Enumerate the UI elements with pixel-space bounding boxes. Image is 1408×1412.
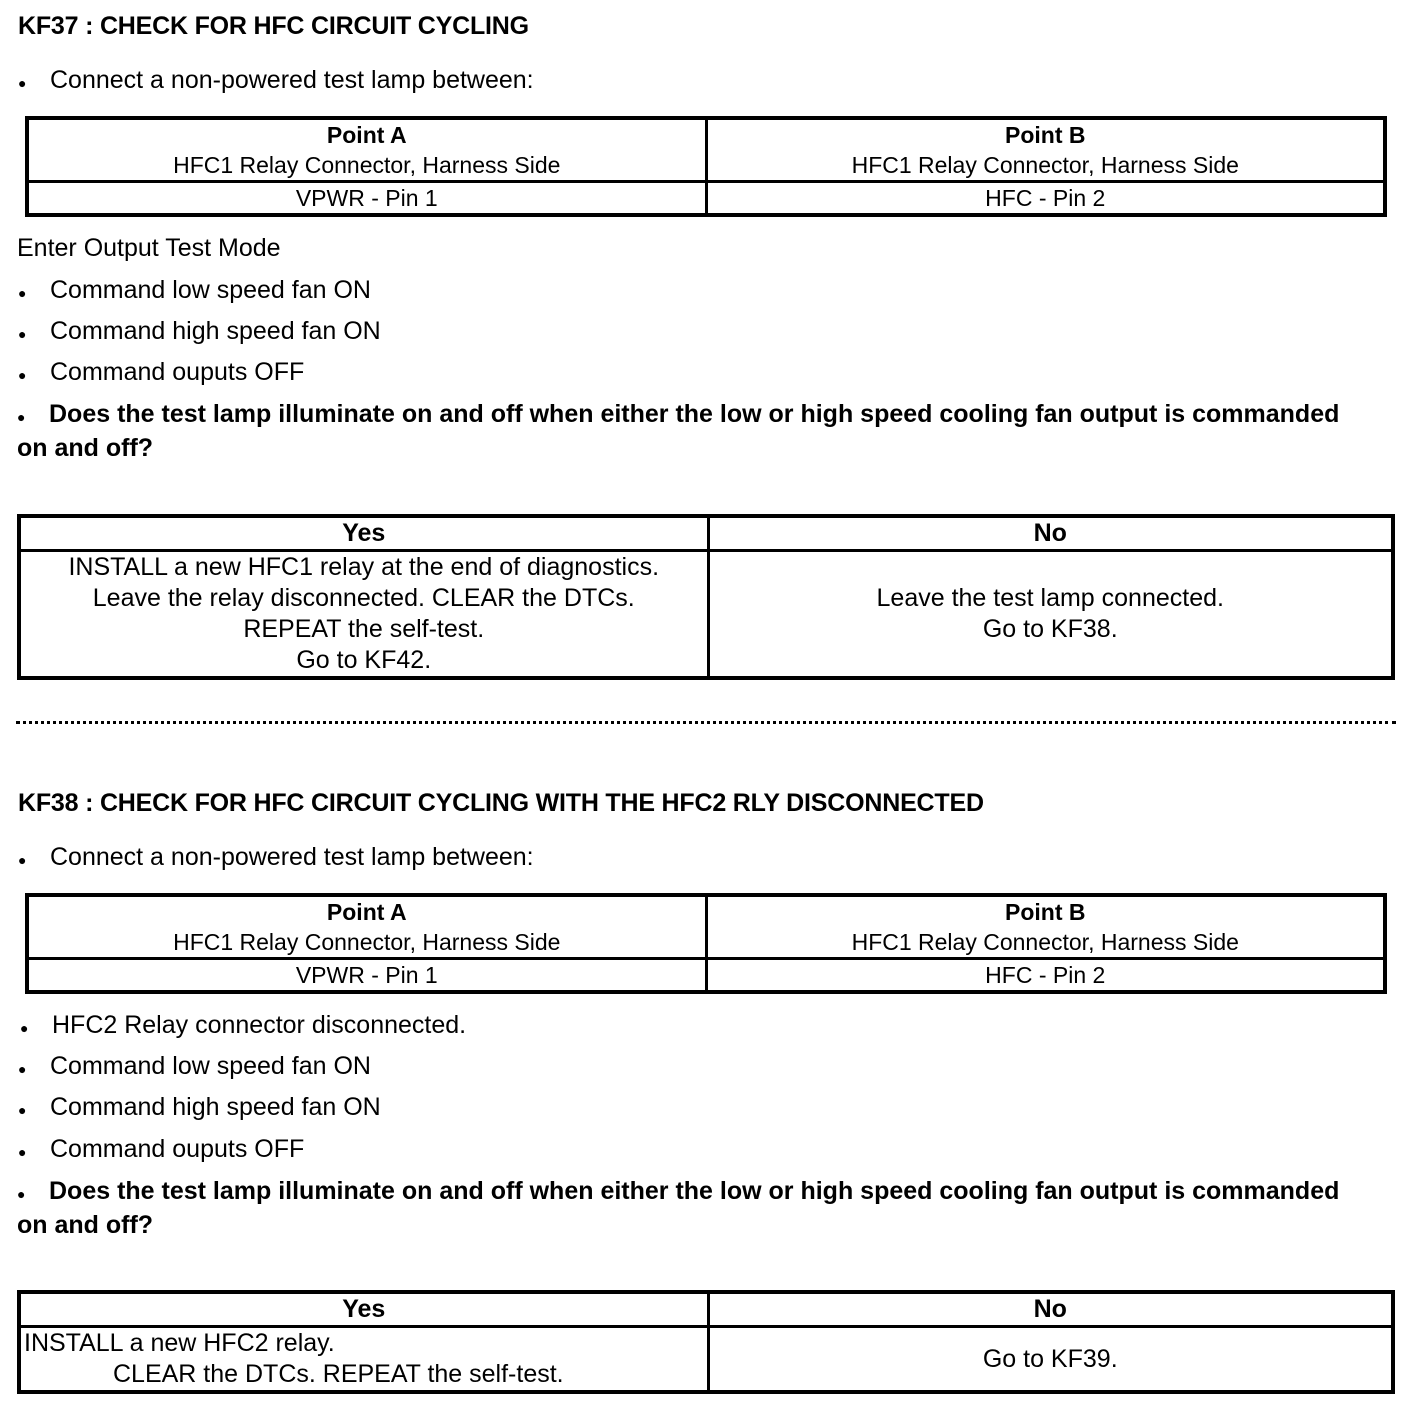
intro-text: Connect a non-powered test lamp between: [50, 66, 534, 94]
point-a-location: HFC1 Relay Connector, Harness Side [173, 152, 561, 178]
step-text: Command ouputs OFF [50, 1135, 305, 1163]
step-item [18, 1052, 371, 1081]
section-divider [16, 721, 1396, 724]
yes-line: INSTALL a new HFC2 relay. [24, 1329, 335, 1357]
question-text: Does the test lamp illuminate on and off when either the low or high speed cooling fan output is commanded on and off? [17, 400, 1340, 462]
point-a-pin: VPWR - Pin 1 [27, 182, 706, 216]
yes-cell [19, 551, 708, 679]
question [17, 399, 1357, 464]
step-text: Command high speed fan ON [50, 1093, 381, 1121]
step-text: Command low speed fan ON [50, 276, 371, 304]
bullet-icon: ● [18, 1144, 27, 1160]
point-b-pin: HFC - Pin 2 [706, 959, 1385, 993]
no-line: Leave the test lamp connected. [876, 584, 1224, 612]
bullet-icon: ● [20, 1020, 29, 1036]
yes-cell [19, 1327, 708, 1393]
step-item [18, 358, 304, 387]
yes-line: INSTALL a new HFC1 relay at the end of diagnostics. [68, 553, 660, 581]
result-table [17, 514, 1395, 680]
intro-text: Connect a non-powered test lamp between: [50, 843, 534, 871]
no-line: Go to KF39. [982, 1344, 1118, 1373]
point-a-header: Point A [326, 122, 407, 148]
intro-line [18, 66, 534, 95]
yes-line: REPEAT the self-test. [243, 615, 485, 643]
no-cell [708, 1327, 1393, 1393]
point-a-header: Point A [326, 899, 407, 925]
point-b-pin: HFC - Pin 2 [706, 182, 1385, 216]
point-b-cell [706, 118, 1385, 182]
yes-line: CLEAR the DTCs. REPEAT the self-test. [113, 1360, 564, 1388]
section-title-kf38: KF38 : CHECK FOR HFC CIRCUIT CYCLING WITH THE HFC2 RLY DISCONNECTED [18, 789, 984, 817]
point-a-location: HFC1 Relay Connector, Harness Side [173, 929, 561, 955]
point-a-pin: VPWR - Pin 1 [27, 959, 706, 993]
point-b-header: Point B [1005, 899, 1086, 925]
point-b-location: HFC1 Relay Connector, Harness Side [851, 152, 1239, 178]
question [17, 1176, 1357, 1241]
bullet-icon: ● [18, 75, 27, 91]
step-text: Command ouputs OFF [50, 358, 305, 386]
point-b-cell [706, 895, 1385, 959]
no-header: No [708, 516, 1393, 551]
bullet-icon: ● [18, 1102, 27, 1118]
bullet-icon: ● [18, 367, 27, 383]
bullet-icon: ● [17, 1186, 26, 1202]
step-text: HFC2 Relay connector disconnected. [52, 1011, 467, 1039]
step-item [18, 1135, 304, 1164]
no-line: Go to KF38. [982, 615, 1118, 643]
question-text: Does the test lamp illuminate on and off when either the low or high speed cooling fan output is commanded on and off? [17, 1177, 1340, 1239]
point-a-cell [27, 118, 706, 182]
test-points-table [25, 893, 1387, 994]
bullet-icon: ● [18, 852, 27, 868]
point-b-location: HFC1 Relay Connector, Harness Side [851, 929, 1239, 955]
no-cell [708, 551, 1393, 679]
step-item [18, 276, 371, 305]
step-item [20, 1011, 466, 1040]
intro-line [18, 843, 534, 872]
mode-line: Enter Output Test Mode [17, 234, 281, 262]
bullet-icon: ● [17, 409, 26, 425]
yes-line: Leave the relay disconnected. CLEAR the DTCs. [92, 584, 635, 612]
bullet-icon: ● [18, 285, 27, 301]
step-item [18, 317, 381, 346]
test-points-table [25, 116, 1387, 217]
step-item [18, 1093, 381, 1122]
section-title-kf37: KF37 : CHECK FOR HFC CIRCUIT CYCLING [18, 12, 529, 40]
point-b-header: Point B [1005, 122, 1086, 148]
yes-header: Yes [19, 516, 708, 551]
step-text: Command low speed fan ON [50, 1052, 371, 1080]
no-header: No [708, 1292, 1393, 1327]
yes-header: Yes [19, 1292, 708, 1327]
step-text: Command high speed fan ON [50, 317, 381, 345]
result-table [17, 1290, 1395, 1394]
point-a-cell [27, 895, 706, 959]
bullet-icon: ● [18, 1061, 27, 1077]
bullet-icon: ● [18, 326, 27, 342]
yes-line: Go to KF42. [296, 646, 432, 674]
